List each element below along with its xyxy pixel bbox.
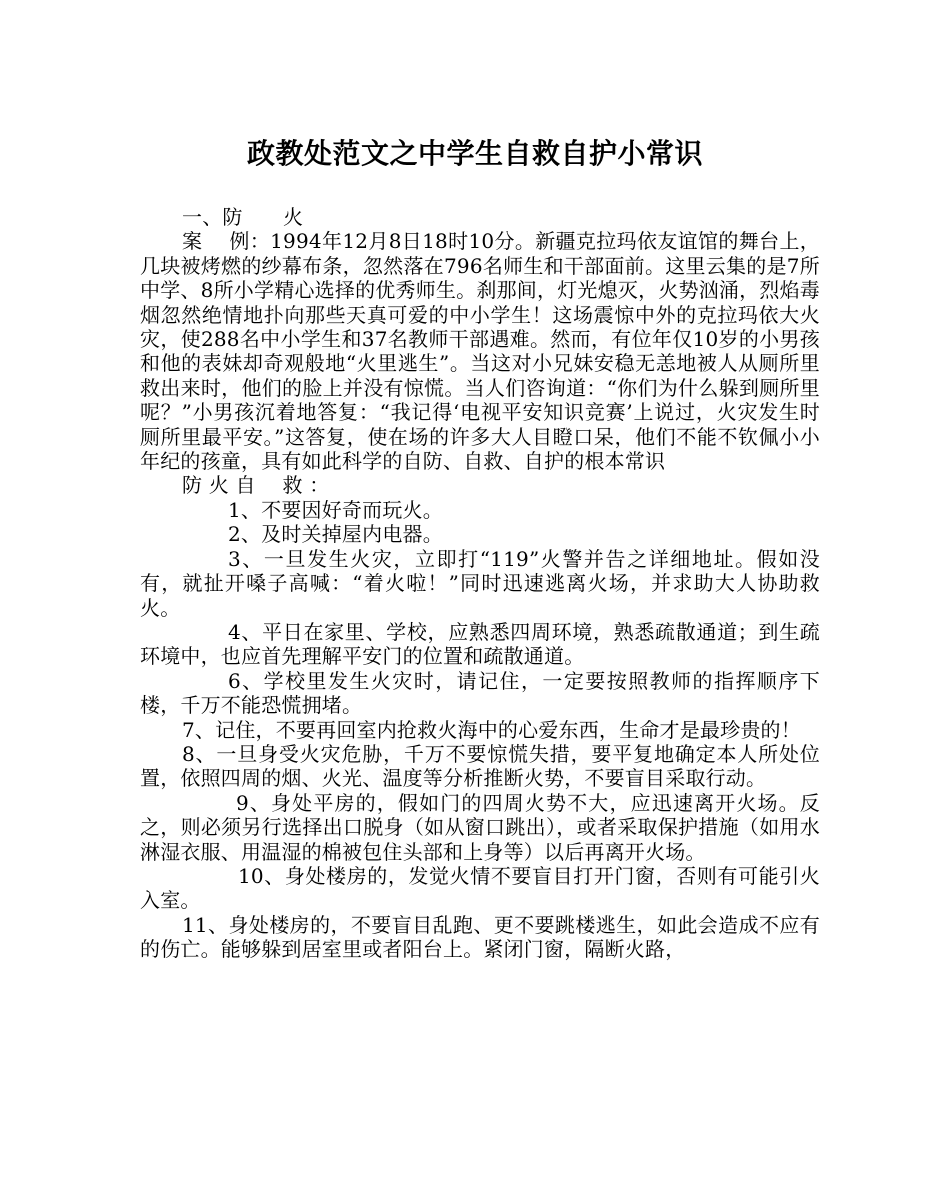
list-item: 7、记住，不要再回室内抢救火海中的心爱东西，生命才是最珍贵的！ — [182, 717, 801, 742]
subheading-fire-self-rescue: 防 火 自 救 ： — [182, 473, 330, 498]
list-item: 3、一旦发生火灾，立即打“119”火警并告之详细地址。假如没有，就扯开嗓子高喊：“着火啦！”同时迅速逃离火场，并求助大人协助救火。 — [140, 546, 820, 620]
section-heading-fire-prevention: 一、防 火 — [182, 205, 304, 229]
case-paragraph: 案 例：1994年12月8日18时10分。新疆克拉玛依友谊馆的舞台上，几块被烤燃的纱幕布条，忽然落在796名师生和干部面前。这里云集的是7所中学、8所小学精心选择的优秀师生。刹那间，灯光熄灭，火势汹涌，烈焰毒烟忽然绝情地扑向那些天真可爱的中小学生！这场震惊中外的克拉玛依大火灾，使288名中小学生和37名教师干部遇难。然而，有位年仅10岁的小男孩和他的表妹却奇观般地“火里逃生”。当这对小兄妹安稳无恙地被人从厕所里救出来时，他们的脸上并没有惊慌。当人们咨询道：“你们为什么躲到厕所里呢？”小男孩沉着地答复：“我记得‘电视平安知识竞赛’上说过，火灾发生时厕所里最平安。”这答复，使在场的许多大人目瞪口呆，他们不能不钦佩小小年纪的孩童，具有如此科学的自防、自救、自护的根本常识 — [140, 229, 820, 474]
document-body — [140, 205, 820, 962]
list-item: 1、不要因好奇而玩火。 — [228, 497, 443, 522]
document-title: 政教处范文之中学生自救自护小常识 — [246, 137, 703, 170]
list-item: 11、身处楼房的，不要盲目乱跑、更不要跳楼逃生，如此会造成不应有的伤亡。能够躲到居室里或者阳台上。紧闭门窗，隔断火路， — [140, 912, 820, 962]
list-item: 4、平日在家里、学校，应熟悉四周环境，熟悉疏散通道；到生疏环境中，也应首先理解平安门的位置和疏散通道。 — [140, 619, 820, 669]
list-item: 8、一旦身受火灾危胁，千万不要惊慌失措，要平复地确定本人所处位置，依照四周的烟、火光、温度等分析推断火势，不要盲目采取行动。 — [140, 741, 820, 791]
list-item: 10、身处楼房的，发觉火情不要盲目打开门窗，否则有可能引火入室。 — [140, 863, 820, 913]
list-item: 2、及时关掉屋内电器。 — [228, 522, 443, 547]
list-item: 6、学校里发生火灾时，请记住，一定要按照教师的指挥顺序下楼，千万不能恐慌拥堵。 — [140, 668, 820, 718]
list-item: 9、身处平房的，假如门的四周火势不大，应迅速离开火场。反之，则必须另行选择出口脱身（如从窗口跳出），或者采取保护措施（如用水淋湿衣服、用温湿的棉被包住头部和上身等）以后再离开火场。 — [140, 790, 820, 864]
